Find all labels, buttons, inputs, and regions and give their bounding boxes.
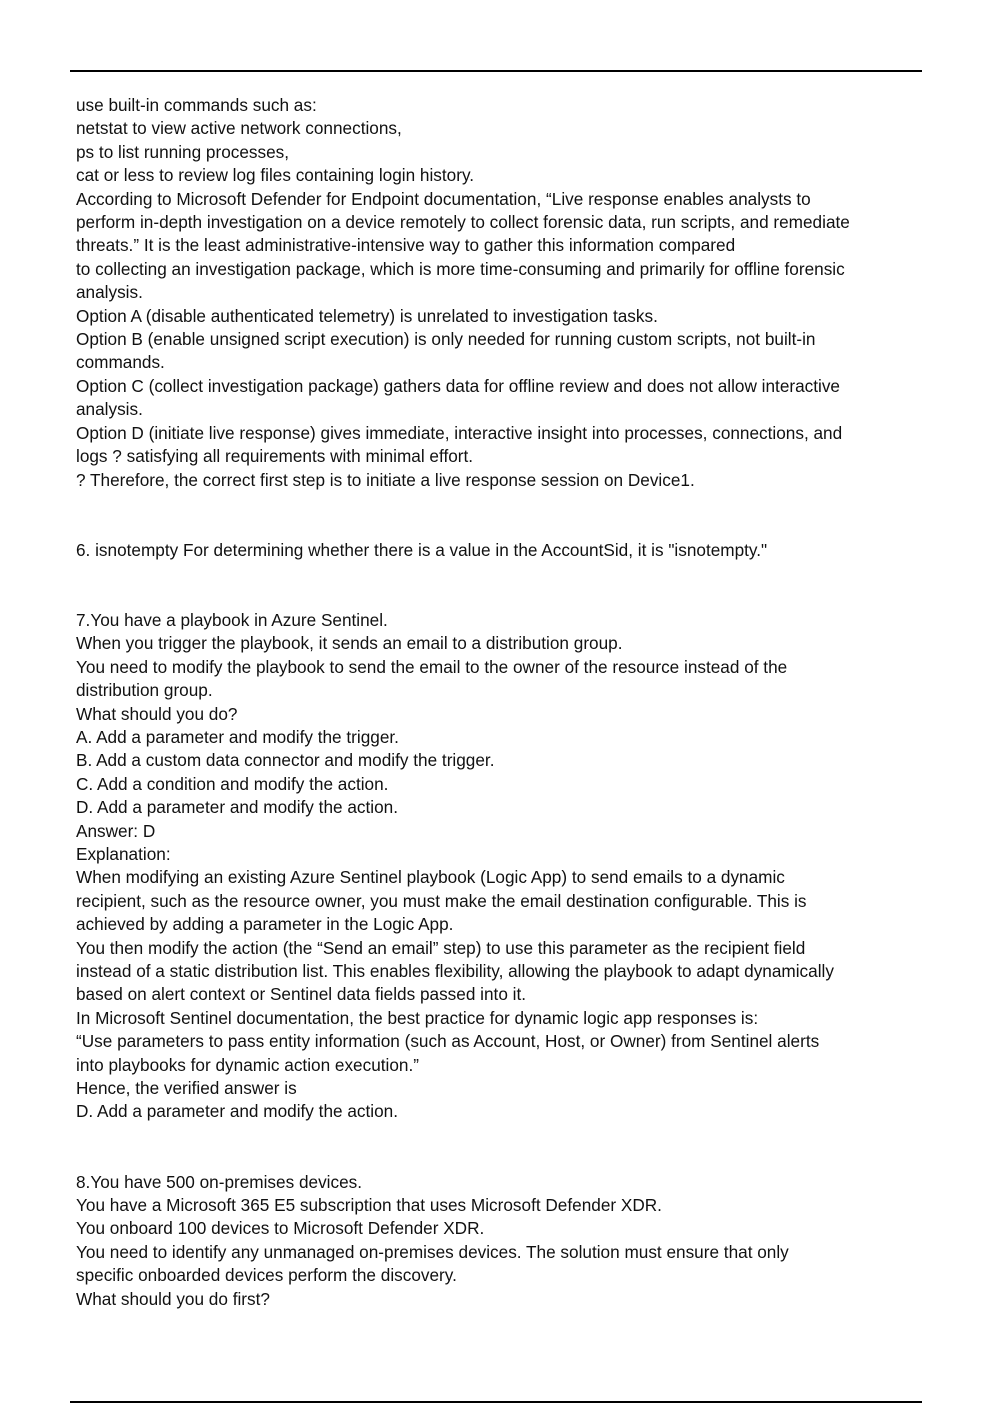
text-line: distribution group. [76, 680, 213, 701]
text-line: instead of a static distribution list. This enables flexibility, allowing the playbook to adapt dynamically [76, 961, 834, 981]
paragraph-gap [76, 1124, 926, 1171]
text-line: to collecting an investigation package, which is more time-consuming and primarily for offline forensic [76, 258, 845, 279]
text-line: What should you do first? [76, 1288, 270, 1309]
text-line: based on alert context or Sentinel data fields passed into it. [76, 984, 527, 1005]
text-line: When modifying an existing Azure Sentinel playbook (Logic App) to send emails to a dynamic [76, 867, 785, 888]
option-b: B. Add a custom data connector and modify the trigger. [76, 750, 495, 771]
text-line: You need to modify the playbook to send the email to the owner of the resource instead of the [76, 656, 788, 677]
text-line: In Microsoft Sentinel documentation, the best practice for dynamic logic app responses is: [76, 1007, 759, 1028]
question-7-title: 7.You have a playbook in Azure Sentinel. [76, 609, 388, 630]
paragraph-gap [76, 562, 926, 609]
text-line: perform in-depth investigation on a device remotely to collect forensic data, run scripts, and remediate [76, 212, 850, 233]
text-line: analysis. [76, 282, 143, 303]
option-d: D. Add a parameter and modify the action. [76, 797, 398, 818]
text-line: Option A (disable authenticated telemetry) is unrelated to investigation tasks. [76, 305, 658, 326]
text-line: Option C (collect investigation package) gathers data for offline review and does not allow interactive [76, 375, 840, 396]
text-line: “Use parameters to pass entity information (such as Account, Host, or Owner) from Sentinel alerts [76, 1031, 820, 1052]
text-line: You have a Microsoft 365 E5 subscription that uses Microsoft Defender XDR. [76, 1195, 662, 1216]
text-line: analysis. [76, 399, 143, 420]
option-c: C. Add a condition and modify the action. [76, 773, 389, 794]
text-line: specific onboarded devices perform the discovery. [76, 1265, 457, 1286]
text-line: recipient, such as the resource owner, you must make the email destination configurable. This is [76, 890, 807, 911]
text-line: Hence, the verified answer is [76, 1078, 297, 1099]
header-rule [70, 70, 922, 72]
text-line: What should you do? [76, 703, 238, 724]
question-6-text: 6. isnotempty For determining whether there is a value in the AccountSid, it is "isnotempty." [76, 539, 768, 560]
paragraph-gap [76, 492, 926, 539]
text-line: achieved by adding a parameter in the Logic App. [76, 914, 454, 935]
text-line: ? Therefore, the correct first step is to initiate a live response session on Device1. [76, 469, 695, 490]
text-line: You then modify the action (the “Send an email” step) to use this parameter as the recipient field [76, 937, 806, 958]
text-line: Option D (initiate live response) gives immediate, interactive insight into processes, connections, and [76, 422, 843, 443]
text-line: logs ? satisfying all requirements with minimal effort. [76, 446, 474, 467]
text-line: D. Add a parameter and modify the action. [76, 1101, 398, 1122]
text-line: into playbooks for dynamic action execution.” [76, 1054, 419, 1075]
document-body [76, 94, 926, 1311]
text-line: According to Microsoft Defender for Endpoint documentation, “Live response enables analysts to [76, 188, 811, 209]
text-line: netstat to view active network connections, [76, 118, 402, 139]
text-line: ps to list running processes, [76, 141, 290, 162]
text-line: You need to identify any unmanaged on-premises devices. The solution must ensure that only [76, 1241, 789, 1262]
text-line: cat or less to review log files containing login history. [76, 165, 475, 186]
text-line: commands. [76, 352, 165, 373]
explanation-heading: Explanation: [76, 843, 171, 864]
footer-rule [70, 1401, 922, 1403]
text-line: Option B (enable unsigned script execution) is only needed for running custom scripts, not built-in [76, 329, 816, 350]
text-line: When you trigger the playbook, it sends an email to a distribution group. [76, 633, 623, 654]
text-line: threats.” It is the least administrative-intensive way to gather this information compared [76, 235, 736, 256]
text-line: use built-in commands such as: [76, 95, 317, 115]
text-line: You onboard 100 devices to Microsoft Defender XDR. [76, 1218, 485, 1239]
question-8-title: 8.You have 500 on-premises devices. [76, 1171, 363, 1192]
answer-line: Answer: D [76, 820, 156, 841]
option-a: A. Add a parameter and modify the trigger. [76, 726, 399, 747]
